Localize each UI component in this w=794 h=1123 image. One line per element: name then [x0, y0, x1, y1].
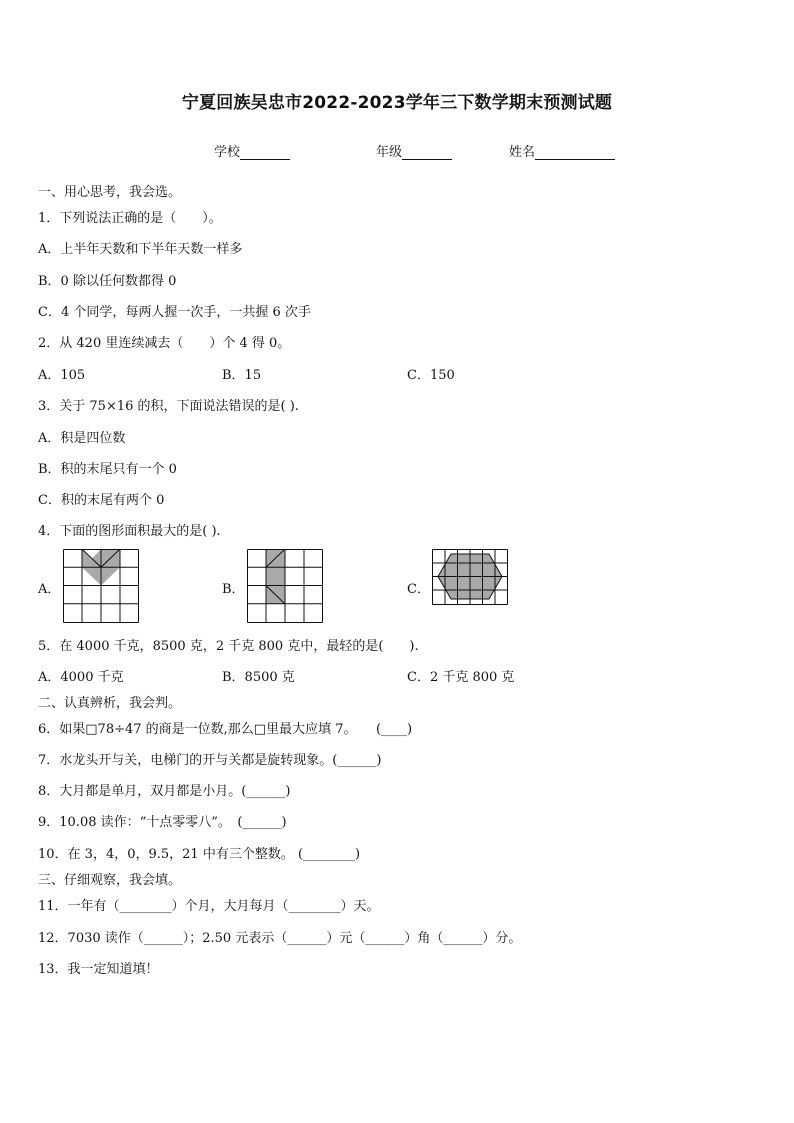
q7-text[interactable]: 7．水龙头开与关，电梯门的开与关都是旋转现象。(______) [38, 753, 382, 768]
q13-text: 13．我一定知道填！ [38, 962, 159, 977]
q11-text[interactable]: 11．一年有（________）个月，大月每月（________）天。 [38, 899, 380, 914]
school-field [214, 141, 290, 160]
q4-option-a[interactable]: A． [38, 582, 61, 597]
q4-figure-a [63, 549, 139, 623]
q4-option-b[interactable]: B． [222, 582, 245, 597]
q2-option-a[interactable]: A．105 [38, 368, 86, 383]
name-label: 姓名 [509, 145, 536, 160]
q2-option-b[interactable]: B．15 [222, 368, 262, 383]
grade-label: 年级 [376, 145, 403, 160]
q5-text: 5．在 4000 千克，8500 克，2 千克 800 克中，最轻的是( ). [38, 639, 419, 654]
q4-figure-c [432, 549, 508, 623]
q2-option-c[interactable]: C．150 [407, 368, 455, 383]
q1-option-c[interactable]: C．4 个同学，每两人握一次手，一共握 6 次手 [38, 305, 311, 320]
grade-blank[interactable] [402, 145, 452, 160]
section-3-heading: 三、仔细观察，我会填。 [38, 873, 182, 888]
q8-text[interactable]: 8．大月都是单月，双月都是小月。(______) [38, 784, 291, 799]
q4-figure-b [247, 549, 323, 623]
school-blank[interactable] [240, 145, 290, 160]
q2-text: 2．从 420 里连续减去（ ）个 4 得 0。 [38, 336, 291, 351]
q1-option-b[interactable]: B．0 除以任何数都得 0 [38, 274, 177, 289]
q4-text: 4．下面的图形面积最大的是( ). [38, 524, 221, 539]
q3-option-c[interactable]: C．积的末尾有两个 0 [38, 493, 165, 508]
q3-option-b[interactable]: B．积的末尾只有一个 0 [38, 462, 177, 477]
q1-text: 1．下列说法正确的是（ ）。 [38, 211, 222, 226]
q9-text[interactable]: 9．10.08 读作：“十点零零八”。 (______) [38, 815, 287, 830]
q5-option-c[interactable]: C．2 千克 800 克 [407, 670, 515, 685]
section-1-heading: 一、用心思考，我会选。 [38, 185, 182, 200]
q3-option-a[interactable]: A．积是四位数 [38, 431, 126, 446]
q6-text[interactable]: 6．如果□78÷47 的商是一位数,那么□里最大应填 7。 (____) [38, 722, 413, 737]
q10-text[interactable]: 10．在 3，4，0，9.5，21 中有三个整数。 (________) [38, 847, 361, 862]
school-label: 学校 [214, 145, 241, 160]
section-2-heading: 二、认真辨析，我会判。 [38, 696, 182, 711]
q12-text[interactable]: 12．7030 读作（______）；2.50 元表示（______）元（______）角（______）分。 [38, 931, 522, 946]
q5-option-b[interactable]: B．8500 克 [222, 670, 295, 685]
q3-text: 3．关于 75×16 的积，下面说法错误的是( ). [38, 399, 299, 414]
name-blank[interactable] [535, 145, 615, 160]
page-title: 宁夏回族吴忠市2022-2023学年三下数学期末预测试题 [181, 93, 613, 113]
q1-option-a[interactable]: A．上半年天数和下半年天数一样多 [38, 242, 243, 257]
name-field [509, 141, 615, 160]
q5-option-a[interactable]: A．4000 千克 [38, 670, 124, 685]
grade-field [376, 141, 452, 160]
q4-option-c[interactable]: C． [407, 582, 430, 597]
